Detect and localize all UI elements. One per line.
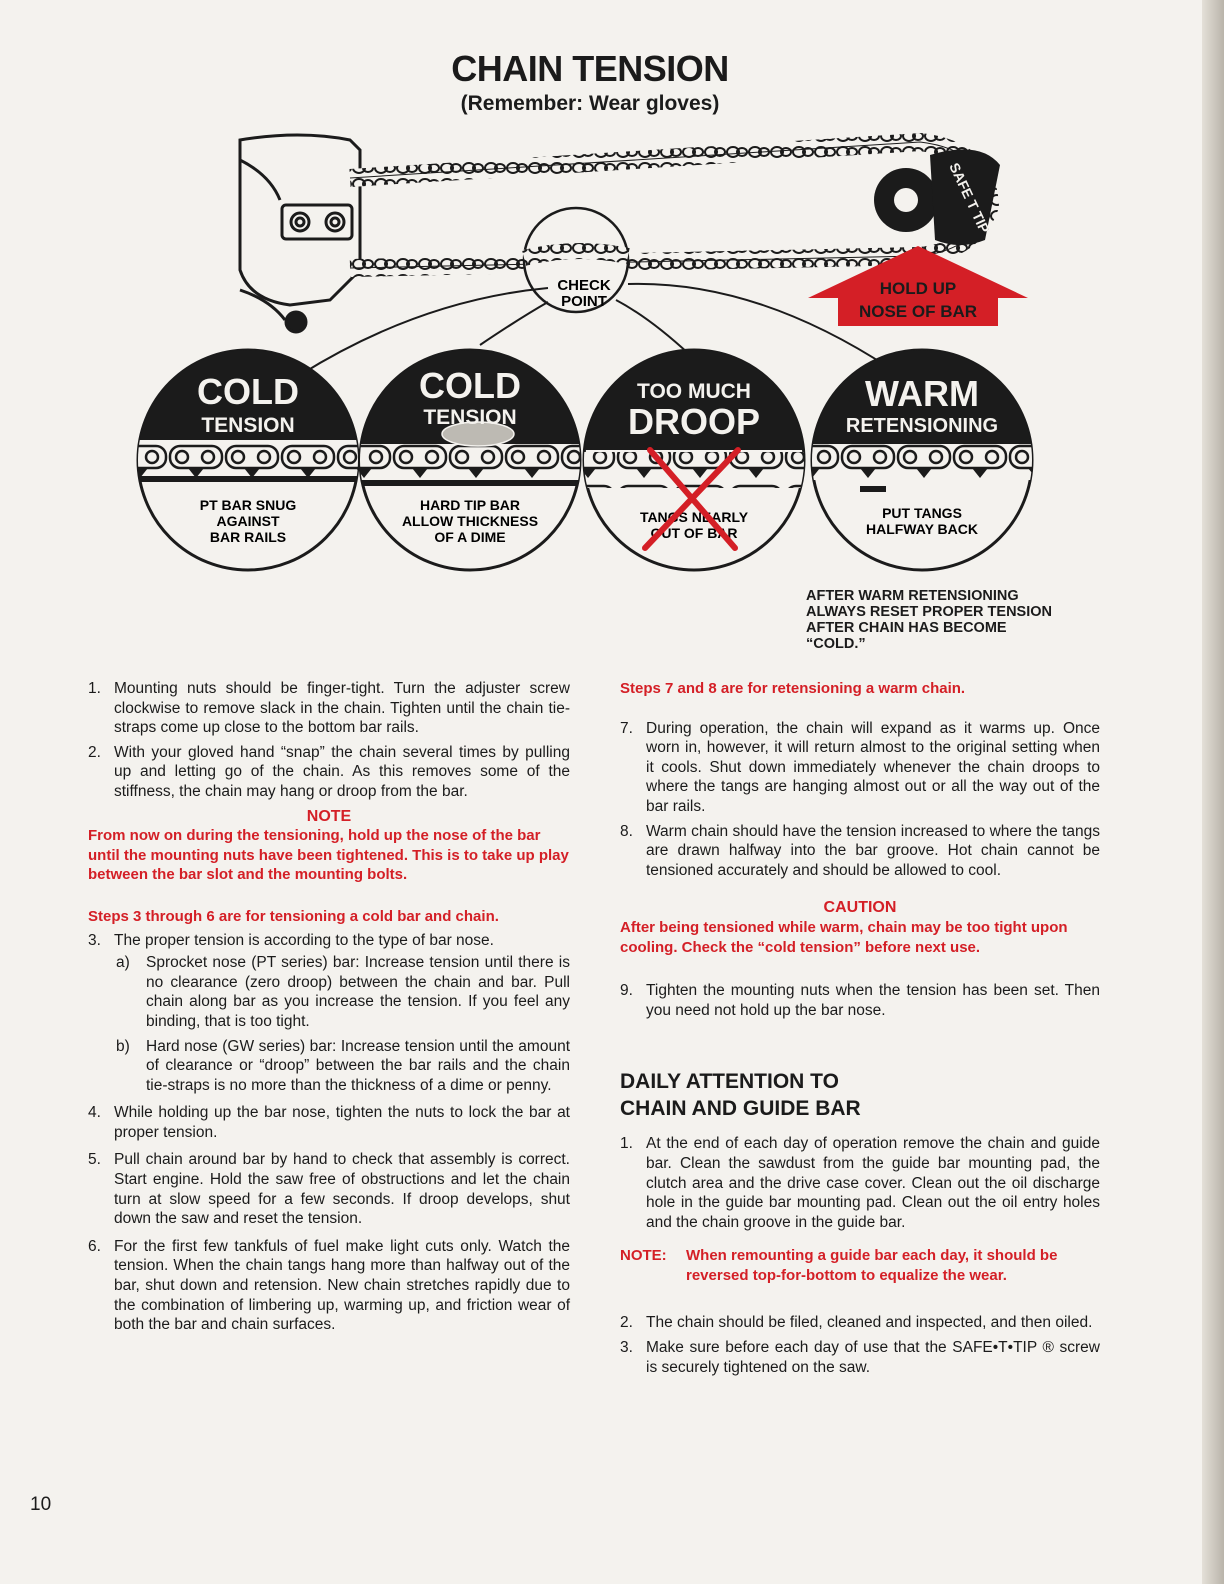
step-number: a) <box>116 954 130 972</box>
step-number: 6. <box>88 1237 101 1255</box>
step-number: 3. <box>88 931 101 949</box>
circle-4-subtitle: RETENSIONING <box>845 415 999 437</box>
step-text: At the end of each day of operation remove the chain and guide bar. Clean the sawdust from the guide bar mounting pad, the clutch area and the drive case cover. Clean out the oil discharge hole in the guide bar mounting pad. Clean out the oil entry holes and the chain groove in the guide bar. <box>646 1135 1100 1231</box>
page-subtitle: (Remember: Wear gloves) <box>460 92 720 115</box>
page-title: CHAIN TENSION <box>451 48 729 89</box>
remount-note <box>620 1246 1100 1285</box>
circle-4-title: WARM <box>865 373 979 414</box>
step-number: b) <box>116 1037 130 1055</box>
safe-t-tip-guard <box>930 149 1000 245</box>
step-text: Make sure before each day of use that the SAFE•T•TIP ® screw is securely tightened on the saw. <box>646 1339 1100 1376</box>
circle-1-caption-2: AGAINST <box>216 513 280 529</box>
page-edge-shadow <box>1202 0 1224 1584</box>
circle-3-caption-2: OUT OF BAR <box>650 525 738 541</box>
step-text: The proper tension is according to the type of bar nose. <box>114 931 494 949</box>
circle-3-subtitle: TOO MUCH <box>637 380 751 403</box>
step-text: While holding up the bar nose, tighten the nuts to lock the bar at proper tension. <box>114 1104 570 1141</box>
note-heading: NOTE <box>306 807 352 825</box>
warm-steps-heading: Steps 7 and 8 are for retensioning a warm chain. <box>620 680 966 697</box>
note-text: From now on during the tensioning, hold up the nose of the bar until the mounting nuts have been tightened. This is to take up play between the bar slot and the mounting bolts. <box>88 827 569 884</box>
circle-3-caption-1: TANGS NEARLY <box>639 509 749 525</box>
cold-steps-heading: Steps 3 through 6 are for tensioning a cold bar and chain. <box>88 907 499 925</box>
circle-1-caption-1: PT BAR SNUG <box>199 497 297 513</box>
safe-t-tip-label: SAFE T TIP <box>946 160 993 236</box>
daily-step-1 <box>620 1134 1100 1232</box>
step-number: 1. <box>88 680 101 697</box>
daily-step-2 <box>620 1313 1100 1333</box>
circle-1-title: COLD <box>197 371 299 412</box>
cold-tension-pt-circle <box>130 340 370 570</box>
step-number: 4. <box>88 1104 101 1122</box>
chain-tension-diagram <box>0 120 1100 590</box>
right-column <box>620 679 1100 1382</box>
check-point-callout <box>524 208 628 312</box>
step-number: 2. <box>620 1314 633 1332</box>
step-6 <box>88 1237 570 1335</box>
remount-note-text: When remounting a guide bar each day, it should be reversed top-for-bottom to equalize the wear. <box>686 1247 1058 1284</box>
circle-2-caption-3: OF A DIME <box>434 529 506 545</box>
step-number: 2. <box>88 743 101 761</box>
warm-retensioning-circle <box>802 340 1042 570</box>
too-much-droop-circle <box>574 340 814 570</box>
step-text: Pull chain around bar by hand to check that assembly is correct. Start engine. Hold the saw free of obstructions and let the chain turn at slow speed for a few seconds. If droop develops, shut down the saw and reset the tension. <box>114 1151 570 1228</box>
daily-attention-heading-line-2: CHAIN AND GUIDE BAR <box>620 1097 861 1121</box>
step-7 <box>620 719 1100 817</box>
daily-attention-heading-line-1: DAILY ATTENTION TO <box>620 1070 839 1094</box>
step-text: Mounting nuts should be finger-tight. Turn the adjuster screw clockwise to remove slack in the chain. Tighten until the chain tie-straps come up close to the bottom bar rails. <box>114 680 570 737</box>
check-point-line-1: CHECK <box>557 277 611 294</box>
saw-body <box>240 135 360 332</box>
page-number: 10 <box>30 1494 52 1515</box>
circle-1-subtitle: TENSION <box>201 414 295 437</box>
step-1 <box>88 679 570 738</box>
circle-4-caption-1: PUT TANGS <box>882 505 962 521</box>
circle-4-caption-2: HALFWAY BACK <box>865 521 979 537</box>
left-column <box>88 679 570 1340</box>
step-number: 8. <box>620 822 633 840</box>
step-number: 3. <box>620 1339 633 1357</box>
circle-3-title: DROOP <box>627 401 761 442</box>
remount-note-label: NOTE: <box>620 1247 667 1265</box>
step-3a <box>116 953 570 1031</box>
step-text: Hard nose (GW series) bar: Increase tension until the amount of clearance or “droop” between the bar rails and the chain tie-straps is no more than the thickness of a dime or penny. <box>146 1037 570 1094</box>
caution-heading: CAUTION <box>823 899 897 917</box>
step-8 <box>620 822 1100 881</box>
step-number: 9. <box>620 982 633 1000</box>
circle-2-subtitle: TENSION <box>423 406 517 429</box>
step-3 <box>88 931 570 951</box>
step-text: During operation, the chain will expand as it warms up. Once worn in, however, it will return almost to the original setting when it cools. Shut down immediately whenever the chain droops to where the tangs are hanging almost out or all the way out of the bar rails. <box>646 719 1100 815</box>
hold-up-line-1: HOLD UP <box>879 279 957 298</box>
daily-step-3 <box>620 1338 1100 1377</box>
step-number: 7. <box>620 719 633 737</box>
circle-2-caption-1: HARD TIP BAR <box>419 497 521 513</box>
step-text: With your gloved hand “snap” the chain several times by pulling up and letting go of the chain. As this removes some of the stiffness, the chain may hang or droop from the bar. <box>114 743 570 800</box>
step-text: Sprocket nose (PT series) bar: Increase tension until there is no clearance (zero droop) between the chain and bar. Pull chain along bar as you increase the tension. If you feel any binding, that is too tight. <box>146 954 570 1030</box>
step-text: Tighten the mounting nuts when the tension has been set. Then you need not hold up the bar nose. <box>646 982 1100 1019</box>
caution-text: After being tensioned while warm, chain may be too tight upon cooling. Check the “cold tension” before next use. <box>620 918 1068 956</box>
check-point-line-2: POINT <box>561 293 607 310</box>
hold-up-line-2: NOSE OF BAR <box>858 302 978 321</box>
cold-tension-hard-tip-circle <box>350 340 590 570</box>
step-9 <box>620 981 1100 1020</box>
guide-bar-chain <box>350 142 993 268</box>
step-2 <box>88 743 570 802</box>
step-number: 1. <box>620 1135 633 1153</box>
step-number: 5. <box>88 1151 101 1169</box>
step-3b <box>116 1037 570 1096</box>
circle-2-title: COLD <box>419 365 521 406</box>
step-5 <box>88 1150 570 1228</box>
circle-1-caption-3: BAR RAILS <box>209 529 287 545</box>
step-text: For the first few tankfuls of fuel make light cuts only. Watch the tension. When the chain tangs hang more than halfway out of the bar, shut down and retension. New chain stretches rapidly due to the combination of limbering up, warming up, and friction wear of both the bar and chain surfaces. <box>114 1237 570 1334</box>
warm-retensioning-note: AFTER WARM RETENSIONING ALWAYS RESET PROPER TENSION AFTER CHAIN HAS BECOME “COLD.” <box>806 588 1053 652</box>
step-4 <box>88 1103 570 1142</box>
circle-2-caption-2: ALLOW THICKNESS <box>401 513 539 529</box>
step-text: The chain should be filed, cleaned and inspected, and then oiled. <box>646 1314 1093 1332</box>
step-text: Warm chain should have the tension increased to where the tangs are drawn halfway into the bar groove. Hot chain cannot be tensioned accurately and should be allowed to cool. <box>646 822 1100 879</box>
